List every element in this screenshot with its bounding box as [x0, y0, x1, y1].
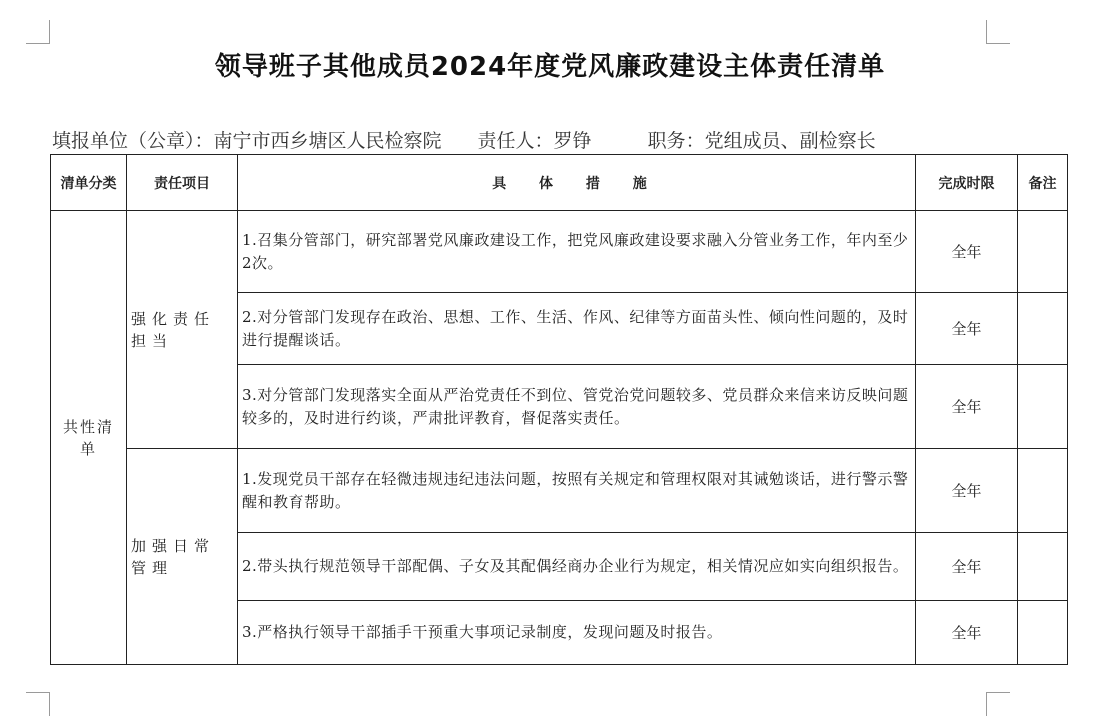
note-cell	[1018, 211, 1068, 293]
note-cell	[1018, 533, 1068, 601]
item-cell: 强化责任担当	[127, 211, 238, 449]
note-cell	[1018, 601, 1068, 665]
measure-cell: 1.召集分管部门，研究部署党风廉政建设工作，把党风廉政建设要求融入分管业务工作，年内至少2次。	[238, 211, 916, 293]
unit-label: 填报单位（公章）：	[52, 130, 214, 152]
unit-value: 南宁市西乡塘区人民检察院	[213, 130, 442, 152]
crop-mark-bottom-right	[986, 692, 1010, 716]
person-value: 罗铮	[553, 130, 592, 152]
period-cell: 全年	[916, 533, 1018, 601]
period-cell: 全年	[916, 365, 1018, 449]
measure-cell: 2.带头执行规范领导干部配偶、子女及其配偶经商办企业行为规定，相关情况应如实向组织报告。	[238, 533, 916, 601]
info-line	[52, 126, 1052, 153]
header-note: 备注	[1018, 155, 1068, 211]
header-item: 责任项目	[127, 155, 238, 211]
header-period: 完成时限	[916, 155, 1018, 211]
table-row	[51, 211, 1068, 293]
crop-mark-bottom-left	[26, 692, 50, 716]
table-header-row	[51, 155, 1068, 211]
item-cell: 加强日常管理	[127, 449, 238, 665]
position-label: 职务：	[647, 130, 705, 152]
position-value: 党组成员、副检察长	[704, 130, 876, 152]
person-label: 责任人：	[477, 130, 554, 152]
crop-mark-top-right	[986, 20, 1010, 44]
responsibility-table	[50, 154, 1068, 665]
note-cell	[1018, 449, 1068, 533]
header-category: 清单分类	[51, 155, 127, 211]
measure-cell: 3.对分管部门发现落实全面从严治党责任不到位、管党治党问题较多、党员群众来信来访反映问题较多的，及时进行约谈，严肃批评教育，督促落实责任。	[238, 365, 916, 449]
period-cell: 全年	[916, 449, 1018, 533]
note-cell	[1018, 365, 1068, 449]
measure-cell: 3.严格执行领导干部插手干预重大事项记录制度，发现问题及时报告。	[238, 601, 916, 665]
period-cell: 全年	[916, 601, 1018, 665]
note-cell	[1018, 293, 1068, 365]
measure-cell: 1.发现党员干部存在轻微违规违纪违法问题，按照有关规定和管理权限对其诫勉谈话，进行警示警醒和教育帮助。	[238, 449, 916, 533]
category-cell: 共性清单	[51, 211, 127, 665]
document-title: 领导班子其他成员2024年度党风廉政建设主体责任清单	[214, 52, 886, 82]
period-cell: 全年	[916, 293, 1018, 365]
table-row	[51, 449, 1068, 533]
period-cell: 全年	[916, 211, 1018, 293]
measure-cell: 2.对分管部门发现存在政治、思想、工作、生活、作风、纪律等方面苗头性、倾向性问题的，及时进行提醒谈话。	[238, 293, 916, 365]
crop-mark-top-left	[26, 20, 50, 44]
header-measure: 具 体 措 施	[238, 155, 916, 211]
